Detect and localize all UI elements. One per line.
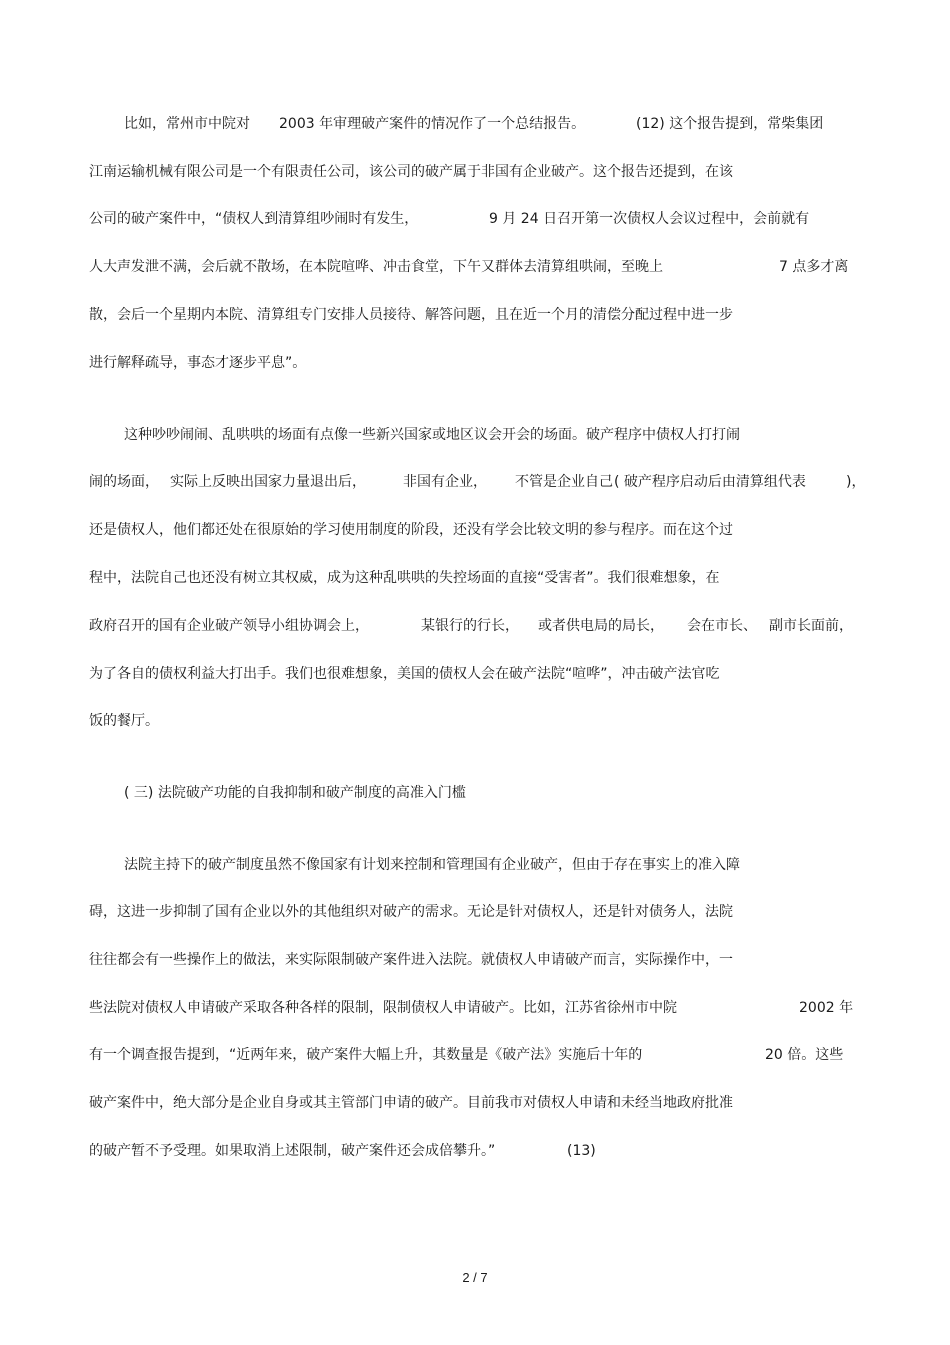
- text-segment: 会在市长、: [687, 618, 757, 634]
- text-segment: 政府召开的国有企业破产领导小组协调会上，: [89, 618, 369, 634]
- text-segment: (13): [567, 1143, 596, 1159]
- paragraph-line: [0, 351, 950, 375]
- text-segment: 不管是企业自己: [515, 474, 613, 490]
- paragraph-line: [0, 160, 950, 184]
- text-segment: 或者供电局的局长，: [538, 618, 664, 634]
- text-segment: 为了各自的债权利益大打出手。我们也很难想象，美国的债权人会在破产法院“喧哗”，冲击破产法官吃: [89, 666, 720, 682]
- paragraph-line: [0, 518, 950, 542]
- paragraph-line: [0, 303, 950, 327]
- text-segment: 些法院对债权人申请破产采取各种各样的限制，限制债权人申请破产。比如，江苏省徐州市中院: [89, 1000, 677, 1016]
- paragraph-line: [0, 1091, 950, 1115]
- text-segment: 闹的场面，: [89, 474, 159, 490]
- paragraph-line: [0, 900, 950, 924]
- text-segment: 7 点多才离: [779, 259, 849, 275]
- text-segment: 9 月 24 日召开第一次债权人会议过程中，会前就有: [489, 211, 810, 227]
- text-segment: 非国有企业，: [403, 474, 487, 490]
- paragraph-line: [0, 255, 950, 279]
- paragraph-line: [0, 1139, 950, 1163]
- text-segment: 20 倍。这些: [765, 1047, 844, 1063]
- paragraph-line: [0, 996, 950, 1020]
- text-segment: 程中，法院自己也还没有树立其权威，成为这种乱哄哄的失控场面的直接“受害者”。我们很难想象，在: [89, 570, 720, 586]
- text-segment: 副市长面前，: [769, 618, 853, 634]
- text-segment: ( 破产程序启动后由清算组代表: [614, 474, 806, 490]
- text-segment: 人大声发泄不满，会后就不散场，在本院喧哗、冲击食堂，下午又群体去清算组哄闹，至晚上: [89, 259, 663, 275]
- text-segment: 这种吵吵闹闹、乱哄哄的场面有点像一些新兴国家或地区议会开会的场面。破产程序中债权人打打闹: [124, 427, 740, 443]
- text-segment: 某银行的行长，: [421, 618, 519, 634]
- paragraph-line: [0, 566, 950, 590]
- text-segment: 饭的餐厅。: [89, 713, 159, 729]
- paragraph-line: [0, 470, 950, 494]
- text-segment: 散，会后一个星期内本院、清算组专门安排人员接待、解答问题，且在近一个月的清偿分配过程中进一步: [89, 307, 733, 323]
- text-segment: )，: [846, 474, 866, 490]
- text-segment: 江南运输机械有限公司是一个有限责任公司，该公司的破产属于非国有企业破产。这个报告还提到，在该: [89, 164, 733, 180]
- section-heading-text: ( 三) 法院破产功能的自我抑制和破产制度的高准入门槛: [124, 785, 466, 801]
- text-segment: (12) 这个报告提到，常柴集团: [636, 116, 824, 132]
- text-segment: 2003 年审理破产案件的情况作了一个总结报告。: [279, 116, 586, 132]
- text-segment: 往往都会有一些操作上的做法，来实际限制破产案件进入法院。就债权人申请破产而言，实际操作中，一: [89, 952, 733, 968]
- paragraph-line: [0, 709, 950, 733]
- page-number: 2 / 7: [462, 1270, 488, 1285]
- paragraph-line: [0, 112, 950, 136]
- paragraph-line: [0, 423, 950, 447]
- text-segment: 有一个调查报告提到，“近两年来，破产案件大幅上升，其数量是《破产法》实施后十年的: [89, 1047, 643, 1063]
- section-heading: [0, 781, 950, 805]
- text-segment: 进行解释疏导，事态才逐步平息”。: [89, 355, 307, 371]
- paragraph-line: [0, 1043, 950, 1067]
- text-segment: 的破产暂不予受理。如果取消上述限制，破产案件还会成倍攀升。”: [89, 1143, 496, 1159]
- text-segment: 碍，这进一步抑制了国有企业以外的其他组织对破产的需求。无论是针对债权人，还是针对债务人，法院: [89, 904, 733, 920]
- text-segment: 比如，常州市中院对: [124, 116, 250, 132]
- paragraph-line: [0, 207, 950, 231]
- text-segment: 法院主持下的破产制度虽然不像国家有计划来控制和管理国有企业破产，但由于存在事实上的准入障: [124, 857, 740, 873]
- paragraph-line: [0, 614, 950, 638]
- paragraph-line: [0, 853, 950, 877]
- paragraph-line: [0, 948, 950, 972]
- text-segment: 还是债权人，他们都还处在很原始的学习使用制度的阶段，还没有学会比较文明的参与程序。而在这个过: [89, 522, 733, 538]
- paragraph-line: [0, 662, 950, 686]
- text-segment: 2002 年: [799, 1000, 854, 1016]
- text-segment: 破产案件中，绝大部分是企业自身或其主管部门申请的破产。目前我市对债权人申请和未经当地政府批准: [89, 1095, 733, 1111]
- text-segment: 实际上反映出国家力量退出后，: [170, 474, 366, 490]
- text-segment: 公司的破产案件中，“债权人到清算组吵闹时有发生，: [89, 211, 419, 227]
